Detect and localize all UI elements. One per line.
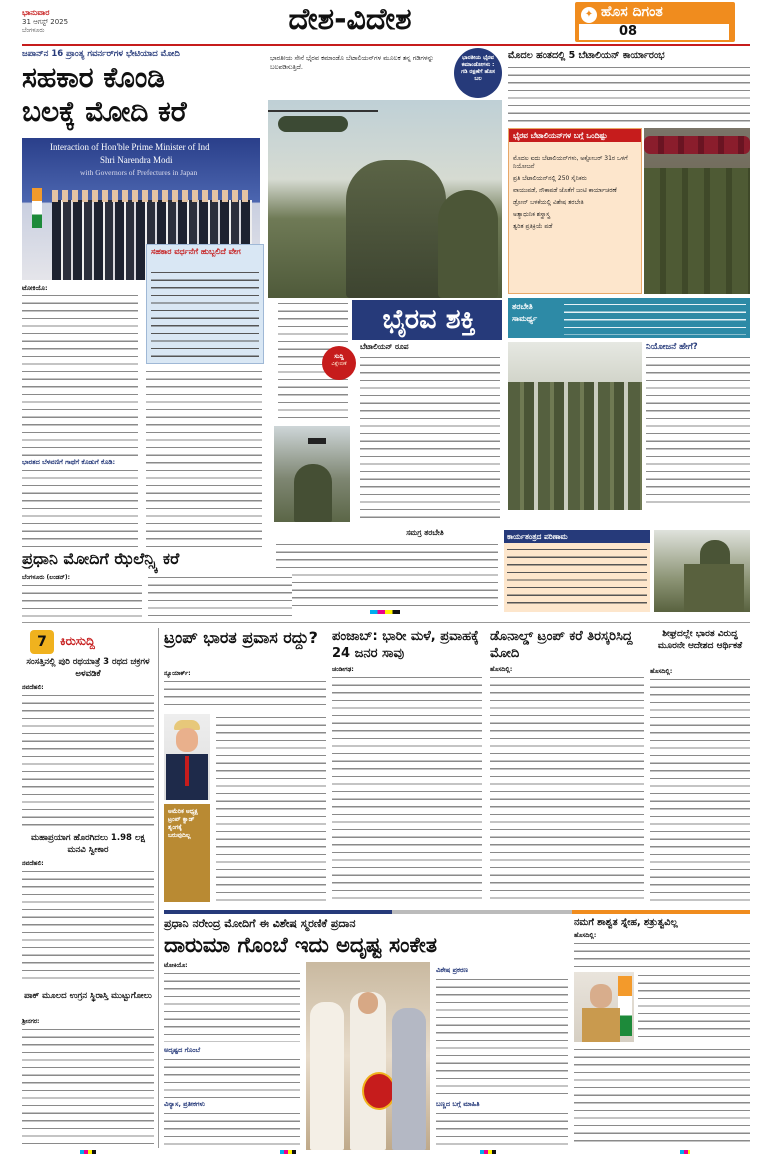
lead-body-col1 bbox=[22, 292, 138, 550]
punjab-story bbox=[332, 628, 482, 908]
strip-blue bbox=[164, 910, 392, 914]
punjab-dateline: ಚಂಡೀಗಢ: bbox=[332, 666, 354, 673]
date-day: ಭಾನುವಾರ bbox=[22, 8, 50, 17]
trump-face bbox=[176, 728, 198, 752]
training-heading: ಸಮಗ್ರ ತರಬೇತಿ bbox=[350, 528, 500, 538]
tariff-body bbox=[650, 676, 750, 904]
tariff-story bbox=[650, 628, 750, 908]
trump-modi-headline: ಡೊನಾಲ್ಡ್ ಟ್ರಂಪ್ ಕರೆ ತಿರಸ್ಕರಿಸಿದ್ದ ಮೋದಿ bbox=[490, 629, 633, 661]
helicopter-photo bbox=[268, 100, 502, 298]
rajnath-dateline: ಹೊಸದಿಲ್ಲಿ: bbox=[574, 932, 597, 939]
brand-name: ಹೊಸ ದಿಗಂತ bbox=[601, 4, 663, 20]
flag-india-icon bbox=[32, 188, 42, 228]
trump-modi-dateline: ಹೊಸದಿಲ್ಲಿ: bbox=[490, 666, 513, 673]
registration-marks-bottom bbox=[80, 1150, 690, 1154]
fact-item: ತ್ವರಿತ ಪ್ರತಿಕ್ರಿಯೆ ಪಡೆ bbox=[513, 223, 553, 230]
daruma-dateline: ಟೋಕಿಯೊ: bbox=[164, 962, 188, 969]
soldier-main bbox=[346, 160, 446, 298]
woman-figure bbox=[392, 1008, 426, 1150]
lead-kicker: ಜಪಾನ್‌ನ 16 ಪ್ರಾಂತ್ಯ ಗವರ್ನರ್‌ಗಳ ಭೇಟಿಯಾದ ಮೋದಿ bbox=[22, 49, 180, 59]
trump-dateline: ನ್ಯೂಯಾರ್ಕ್: bbox=[164, 670, 191, 677]
brand-page-box bbox=[579, 24, 729, 40]
people-faces bbox=[52, 190, 252, 202]
facts-title: ಭೈರವ ಬೆಟಾಲಿಯನ್‌ಗಳ ಬಗ್ಗೆ ಒಂದಿಷ್ಟು bbox=[509, 129, 641, 142]
soldier-side bbox=[438, 190, 498, 298]
brief2-body bbox=[22, 868, 154, 984]
divider-briefs bbox=[158, 628, 159, 1148]
photo-caption-3: with Governors of Prefectures in Japan bbox=[80, 168, 198, 177]
suddi-badge-2: ವಿಶ್ಲೇಷಣೆ bbox=[331, 361, 347, 367]
briefs-column bbox=[22, 628, 154, 1154]
brand-logo-icon: ✦ bbox=[581, 7, 597, 23]
section-title: ದೇಶ-ವಿದೇಶ bbox=[288, 2, 412, 37]
berets bbox=[644, 136, 750, 154]
training-body bbox=[564, 301, 746, 335]
lead-sidebar bbox=[146, 244, 264, 364]
trump-story bbox=[164, 628, 326, 908]
daruma-kicker: ಪ್ರಧಾನಿ ನರೇಂದ್ರ ಮೋದಿಗೆ ಈ ವಿಶೇಷ ಸ್ಮರಣಿಕೆ ಪ್ರದಾನ bbox=[164, 917, 356, 930]
trump-body bbox=[216, 714, 326, 902]
lead-headline-1: ಸಹಕಾರ ಕೊಂಡಿ bbox=[22, 61, 165, 94]
zelensky-story bbox=[22, 548, 270, 628]
daruma-photo bbox=[306, 962, 430, 1150]
divider-mid bbox=[22, 622, 750, 623]
masthead-rule bbox=[22, 44, 750, 46]
daruma-body-col1 bbox=[164, 970, 300, 1042]
daruma-doll-icon bbox=[362, 1072, 396, 1110]
zelensky-dateline: ಬೆಂಗಳೂರು (ಲಂಡನ್): bbox=[22, 574, 71, 581]
helicopter-icon bbox=[278, 116, 348, 132]
photo-caption-2: Shri Narendra Modi bbox=[100, 155, 173, 165]
fact-item: ಅತ್ಯಾಧುನಿಕ ಶಸ್ತ್ರಾಸ್ತ್ರ bbox=[513, 211, 550, 218]
trump-modi-story bbox=[490, 628, 644, 908]
rajnath-body-side bbox=[638, 972, 750, 1042]
battalion-subheading: ಬೆಟಾಲಿಯನ್ ರೂಪ bbox=[360, 342, 409, 351]
rotor bbox=[268, 110, 378, 112]
daruma-subhead-1: ಅದೃಷ್ಟದ ಗೊಂಬೆ bbox=[164, 1046, 201, 1054]
training-body-text bbox=[276, 541, 498, 609]
result-heading: ಕಾರ್ಯತಂತ್ರದ ಪರಿಣಾಮ bbox=[504, 530, 650, 543]
deploy-body bbox=[646, 354, 750, 504]
punjab-body bbox=[332, 674, 482, 904]
soldier-figure bbox=[294, 464, 332, 522]
brief3-body bbox=[22, 1026, 154, 1146]
date-text: 31 ಆಗಸ್ಟ್ 2025 bbox=[22, 18, 69, 26]
registration-marks-top bbox=[370, 610, 400, 614]
training-title-1: ತರಬೇತಿ bbox=[512, 302, 533, 311]
daruma-subhead-2: ವಿನ್ಯಾಸ, ಪ್ರತೀಕಗಳು bbox=[164, 1100, 205, 1108]
date-block bbox=[22, 8, 102, 35]
troops-beret-photo bbox=[644, 128, 750, 294]
modi-figure bbox=[350, 992, 386, 1150]
briefs-label: ಕಿರುಸುದ್ದಿ bbox=[60, 634, 95, 648]
daruma-body-col3 bbox=[436, 976, 568, 1096]
zelensky-body-2 bbox=[148, 574, 292, 622]
drone-photo bbox=[274, 426, 350, 522]
lead-headline-2: ಬಲಕ್ಕೆ ಮೋದಿ ಕರೆ bbox=[22, 95, 187, 128]
facts-list bbox=[513, 155, 637, 235]
zelensky-headline: ಪ್ರಧಾನಿ ಮೋದಿಗೆ ಝೆಲೆನ್ಸ್ಕಿ ಕರೆ bbox=[22, 549, 180, 568]
marching-soldiers bbox=[508, 382, 642, 510]
training-box bbox=[508, 298, 750, 338]
lead-subhead: ಭಾರತದ ಬೆಳವಣಿಗೆ ಗಾಥೆಗೆ ಕೊಡುಗೆ ಕೊಡಿ: bbox=[22, 458, 138, 466]
bhairav-headline: ಭೈರವ ಶಕ್ತಿ bbox=[382, 304, 476, 335]
strip-grey bbox=[392, 910, 572, 914]
zelensky-body-1 bbox=[22, 582, 142, 622]
result-body bbox=[507, 546, 647, 608]
trump-headline: ಟ್ರಂಪ್ ಭಾರತ ಪ್ರವಾಸ ರದ್ದು? bbox=[164, 628, 318, 647]
briefs-icon: 7 bbox=[30, 630, 54, 654]
trump-tie bbox=[185, 756, 189, 786]
march-photo bbox=[508, 342, 642, 510]
daruma-story bbox=[164, 916, 568, 1150]
brief2-dateline: ನವದೆಹಲಿ: bbox=[22, 860, 44, 867]
lead-dateline: ಟೋಕಿಯೊ: bbox=[22, 284, 48, 292]
masthead bbox=[0, 0, 770, 46]
rajnath-coat bbox=[582, 1008, 620, 1042]
date-city: ಬೆಂಗಳೂರು bbox=[22, 27, 45, 34]
punjab-headline: ಪಂಜಾಬ್: ಭಾರೀ ಮಳೆ, ಪ್ರವಾಹಕ್ಕೆ 24 ಜನರ ಸಾವು bbox=[332, 629, 479, 661]
photo-caption-1: Interaction of Hon'ble Prime Minister of Ind bbox=[50, 142, 210, 152]
rajnath-body bbox=[574, 1046, 750, 1146]
flag-icon bbox=[618, 976, 632, 1036]
brief3-headline: ಪಾಕ್ ಮೂಲದ ಉಗ್ರನ ಸ್ಥಿರಾಸ್ತಿ ಮುಟ್ಟುಗೋಲು bbox=[24, 991, 152, 1001]
tariff-dateline: ಹೊಸದಿಲ್ಲಿ: bbox=[650, 668, 673, 675]
lead-sidebar-heading: ಸಹಕಾರ ವರ್ಧನೆಗೆ ಹುಬ್ಬಲಿದೆ ವೇಗ bbox=[151, 247, 241, 256]
priest-figure bbox=[310, 1002, 344, 1150]
brand-box bbox=[575, 2, 735, 42]
brief1-dateline: ನವದೆಹಲಿ: bbox=[22, 684, 44, 691]
fact-item: ಮೊದಲ ಐದು ಬೆಟಾಲಿಯನ್‌ಗಳು, ಅಕ್ಟೋಬರ್ 31ರ ಒಳಗೆ ನಿಯೋಜನೆ bbox=[513, 155, 628, 170]
daruma-body-col3b bbox=[436, 1110, 568, 1146]
soldier-helmet bbox=[700, 540, 730, 566]
modi-face bbox=[358, 992, 378, 1014]
fact-item: ಡ್ರೋನ್ ಬಳಕೆಯಲ್ಲಿ ವಿಶೇಷ ತರಬೇತಿ bbox=[513, 199, 584, 206]
troop-bodies bbox=[644, 168, 750, 294]
rajnath-story bbox=[574, 916, 750, 1150]
strip-orange bbox=[572, 910, 750, 914]
training-title-2: ಸಾಮರ್ಥ್ಯ bbox=[512, 314, 538, 323]
soldiers-aim-photo bbox=[654, 530, 750, 612]
lead-body-col2 bbox=[146, 368, 262, 550]
daruma-subhead-4: ವಿಶೇಷ ಪ್ರಕರಣ bbox=[436, 966, 468, 974]
bhairav-body-col2 bbox=[360, 354, 500, 522]
bhairav-top-body bbox=[508, 64, 750, 124]
briefs-label-box bbox=[22, 628, 154, 656]
bhairav-facts-box bbox=[508, 128, 642, 294]
fact-item: ಪ್ರತಿ ಬೆಟಾಲಿಯನ್‌ನಲ್ಲಿ 250 ಸೈನಿಕರು bbox=[513, 175, 587, 182]
rajnath-headline: ನಮಗೆ ಶಾಶ್ವತ ಸ್ನೇಹ, ಶತ್ರುತ್ವವಿಲ್ಲ bbox=[574, 917, 678, 928]
brief1-headline: ಸಂಸತ್ತಿನಲ್ಲಿ ಪುರಿ ರಥಯಾತ್ರೆ 3 ರಥದ ಚಕ್ರಗಳ ಅಳವಡಿಕೆ bbox=[26, 657, 150, 679]
brief3-dateline: ಶ್ರೀನಗರ: bbox=[22, 1018, 40, 1025]
result-box bbox=[504, 530, 650, 612]
lead-sidebar-body bbox=[151, 269, 259, 359]
brief2-headline: ಮಹಾಪ್ರಯಾಗ ಹೊರಗಿದಲು 1.98 ಲಕ್ಷ ಮನವಿ ಸ್ವೀಕಾರ bbox=[31, 833, 145, 855]
trump-body-top bbox=[164, 678, 326, 710]
daruma-body-col1c bbox=[164, 1110, 300, 1146]
fact-item: ವಾಯುಪಡೆ, ನೌಕಾಪಡೆ ಜೊತೆಗೆ ಜಂಟಿ ಕಾರ್ಯಾಚರಣೆ bbox=[513, 187, 617, 194]
trump-quote-box bbox=[164, 804, 210, 902]
brief1-body bbox=[22, 692, 154, 828]
bhairav-top-heading: ಮೊದಲ ಹಂತದಲ್ಲಿ 5 ಬೆಟಾಲಿಯನ್ ಕಾರ್ಯಾರಂಭ bbox=[508, 50, 665, 61]
daruma-body-col1b bbox=[164, 1056, 300, 1098]
tariff-headline: ಶೀಘ್ರದಲ್ಲೇ ಭಾರತ ವಿರುದ್ಧ ಮೂರನೇ ಆದೇಶದ ಆರ್ಥಿಕತೆ bbox=[657, 629, 743, 651]
bhairav-badge-text: ಭಾರತೀಯ ಭೈರವ ಕಮಾಂಡೋಗಳು : ಗಡಿ ರಕ್ಷಣೆಗೆ ಹೊಸ ಬಲ bbox=[461, 55, 495, 82]
drone-icon bbox=[308, 438, 326, 444]
soldier-body bbox=[684, 564, 744, 612]
rajnath-body-top bbox=[574, 940, 750, 968]
rajnath-photo bbox=[574, 972, 634, 1042]
page-number: 08 bbox=[619, 24, 638, 39]
deploy-title: ನಿಯೋಜನೆ ಹೇಗೆ? bbox=[646, 342, 698, 352]
daruma-headline: ದಾರುಮಾ ಗೊಂಬೆ ಇದು ಅದೃಷ್ಟ ಸಂಕೇತ bbox=[164, 933, 437, 957]
suddi-badge bbox=[322, 346, 356, 380]
lead-story bbox=[22, 48, 262, 550]
trump-quote: ಅಮೆರಿಕ ಅಧ್ಯಕ್ಷ ಟ್ರಂಪ್ ಕ್ವಾಡ್ ಶೃಂಗಕ್ಕೆ ಬರುವುದಿಲ್ಲ bbox=[168, 808, 198, 839]
bhairav-badge bbox=[454, 48, 502, 98]
trump-photo bbox=[164, 714, 210, 800]
daruma-subhead-3: ಬಣ್ಣದ ಬಗ್ಗೆ ಮಾಹಿತಿ bbox=[436, 1100, 480, 1108]
suddi-badge-1: ಸುದ್ದಿ bbox=[334, 353, 344, 360]
bhairav-intro: ಭಾರತೀಯ ಸೇನೆ ಭೈರವ ಕಮಾಂಡೊ ಬೆಟಾಲಿಯನ್‌ಗಳ ಮೂಲಕ ತನ್ನ ಗಡಿಗಳನ್ನು ಬಲಪಡಿಸುತ್ತಿದೆ. bbox=[270, 54, 434, 71]
trump-modi-body bbox=[490, 674, 644, 904]
rajnath-face bbox=[590, 984, 612, 1008]
